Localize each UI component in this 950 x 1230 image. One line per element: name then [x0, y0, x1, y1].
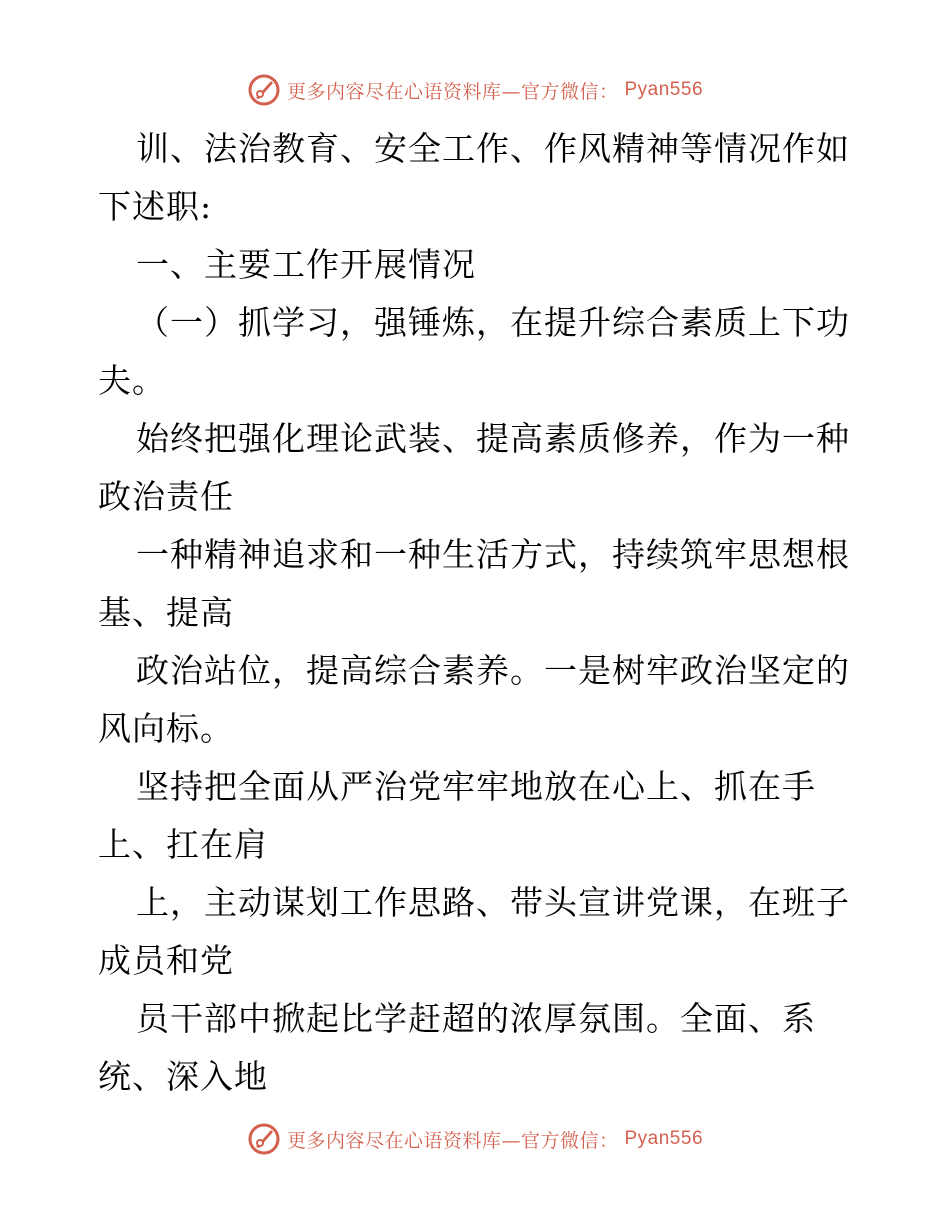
footer-watermark [0, 1119, 950, 1159]
text-line: 始终把强化理论武装、提高素质修养，作为一种 [136, 419, 850, 458]
text-line: （一）抓学习，强锤炼，在提升综合素质上下功 [136, 303, 850, 342]
text-line: 下述职: [98, 187, 213, 226]
watermark-wechat-id: Pyan556 [624, 79, 704, 100]
text-line: 员干部中掀起比学赶超的浓厚氛围。全面、系 [136, 999, 816, 1038]
text-line: 一、主要工作开展情况 [136, 245, 476, 284]
text-line: 风向标。 [98, 709, 234, 748]
text-line: 基、提高 [98, 593, 234, 632]
watermark-text: 更多内容尽在心语资料库—官方微信： [286, 80, 619, 103]
text-line: 训、法治教育、安全工作、作风精神等情况作如 [136, 129, 850, 168]
body-text [98, 120, 858, 1106]
text-line: 一种精神追求和一种生活方式，持续筑牢思想根 [136, 535, 850, 574]
text-line: 上、扛在肩 [98, 825, 268, 864]
watermark-text: 更多内容尽在心语资料库—官方微信： [286, 1129, 619, 1152]
text-line: 成员和党 [98, 941, 234, 980]
header-watermark [0, 70, 950, 110]
watermark-wechat-id: Pyan556 [624, 1128, 704, 1149]
text-line: 夫。 [98, 361, 166, 400]
text-line: 坚持把全面从严治党牢牢地放在心上、抓在手 [136, 767, 816, 806]
quill-circle-icon [247, 1122, 281, 1156]
quill-circle-icon [247, 73, 281, 107]
text-line: 政治站位，提高综合素养。一是树牢政治坚定的 [136, 651, 850, 690]
text-line: 统、深入地 [98, 1057, 268, 1096]
text-line: 上，主动谋划工作思路、带头宣讲党课，在班子 [136, 883, 850, 922]
text-line: 政治责任 [98, 477, 234, 516]
